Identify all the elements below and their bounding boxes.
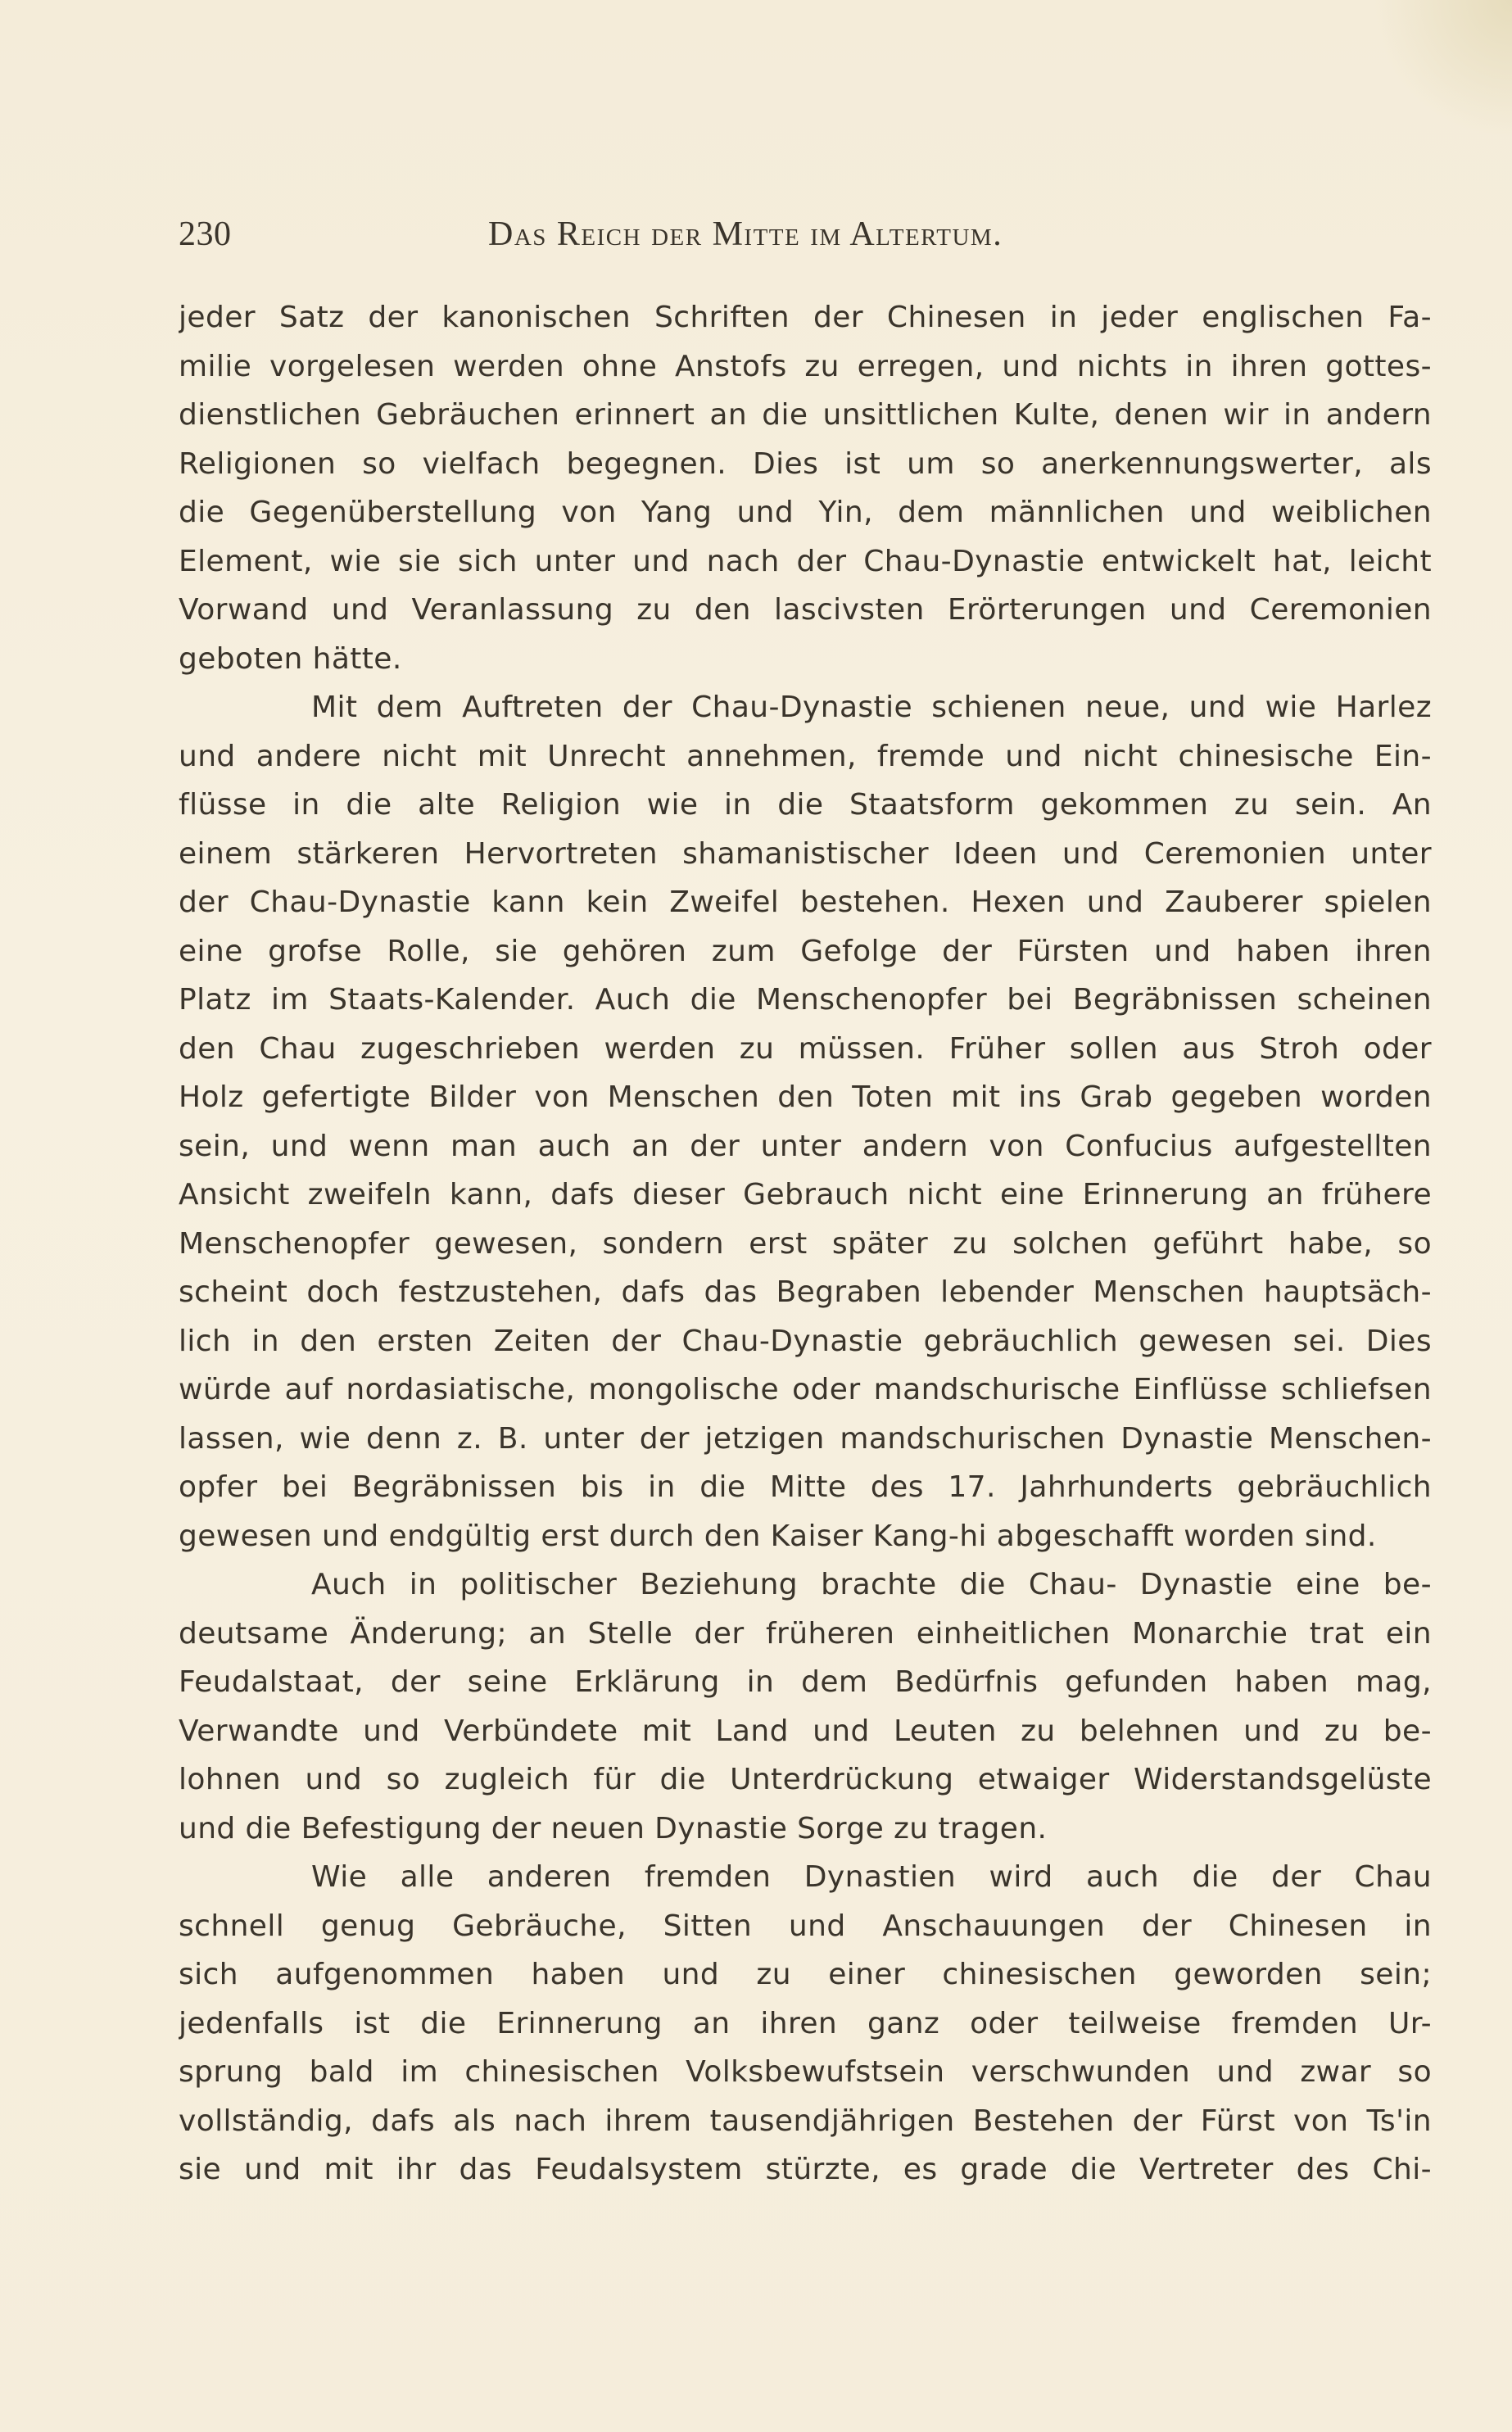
text-line: gewesen und endgültig erst durch den Kaiser Kang-hi abgeschafft worden sind. <box>179 1519 1377 1553</box>
text-line: und die Befestigung der neuen Dynastie Sorge zu tragen. <box>179 1811 1048 1846</box>
text-line: flüsse in die alte Religion wie in die Staatsform gekommen zu sein. An <box>179 788 1432 822</box>
header-title: Das Reich der Mitte im Altertum. <box>488 215 1003 253</box>
text-line: den Chau zugeschrieben werden zu müssen. Früher sollen aus Stroh oder <box>179 1031 1432 1066</box>
text-line: vollständig, dafs als nach ihrem tausendjährigen Bestehen der Fürst von Ts'in <box>179 2104 1432 2138</box>
text-line: deutsame Änderung; an Stelle der früheren einheitlichen Monarchie trat ein <box>179 1616 1432 1651</box>
text-line: lohnen und so zugleich für die Unterdrückung etwaiger Widerstandsgelüste <box>179 1763 1432 1796</box>
text-line: Ansicht zweifeln kann, dafs dieser Gebrauch nicht eine Erinnerung an frühere <box>179 1178 1432 1211</box>
text-line: lich in den ersten Zeiten der Chau-Dynastie gebräuchlich gewesen sei. Dies <box>179 1324 1432 1358</box>
text-line: sein, und wenn man auch an der unter andern von Confucius aufgestellten <box>179 1129 1432 1163</box>
text-line: lassen, wie denn z. B. unter der jetzigen mandschurischen Dynastie Menschen- <box>179 1421 1432 1456</box>
text-line: Menschenopfer gewesen, sondern erst später zu solchen geführt habe, so <box>179 1226 1432 1261</box>
text-line: Verwandte und Verbündete mit Land und Leuten zu belehnen und zu be- <box>179 1714 1432 1748</box>
text-line: eine grofse Rolle, sie gehören zum Gefolge der Fürsten und haben ihren <box>179 934 1432 968</box>
text-line: die Gegenüberstellung von Yang und Yin, dem männlichen und weiblichen <box>179 496 1432 529</box>
text-line: milie vorgelesen werden ohne Anstofs zu erregen, und nichts in ihren gottes- <box>179 349 1432 383</box>
text-line: Platz im Staats-Kalender. Auch die Menschenopfer bei Begräbnissen scheinen <box>179 983 1432 1017</box>
text-line: sich aufgenommen haben und zu einer chinesischen geworden sein; <box>179 1958 1432 1991</box>
text-line: sprung bald im chinesischen Volksbewufstsein verschwunden und zwar so <box>179 2055 1432 2089</box>
text-line: Element, wie sie sich unter und nach der Chau-Dynastie entwickelt hat, leicht <box>179 544 1432 578</box>
text-line: und andere nicht mit Unrecht annehmen, fremde und nicht chinesische Ein- <box>179 739 1432 773</box>
text-line: Mit dem Auftreten der Chau-Dynastie schienen neue, und wie Harlez <box>311 691 1432 724</box>
text-line: würde auf nordasiatische, mongolische oder mandschurische Einflüsse schliefsen <box>179 1373 1432 1406</box>
body-text <box>179 293 1432 2194</box>
text-line: jedenfalls ist die Erinnerung an ihren ganz oder teilweise fremden Ur- <box>179 2006 1432 2040</box>
text-line: einem stärkeren Hervortreten shamanistischer Ideen und Ceremonien unter <box>179 836 1432 871</box>
page-corner-stain <box>1373 0 1512 139</box>
text-line: Vorwand und Veranlassung zu den lascivsten Erörterungen und Ceremonien <box>179 593 1432 627</box>
text-line: geboten hätte. <box>179 641 402 676</box>
text-line: Wie alle anderen fremden Dynastien wird auch die der Chau <box>311 1860 1432 1894</box>
running-head <box>179 215 1220 264</box>
text-line: opfer bei Begräbnissen bis in die Mitte des 17. Jahrhunderts gebräuchlich <box>179 1470 1432 1504</box>
text-line: sie und mit ihr das Feudalsystem stürzte, es grade die Vertreter des Chi- <box>179 2153 1432 2186</box>
text-line: scheint doch festzustehen, dafs das Begraben lebender Menschen hauptsäch- <box>179 1275 1432 1309</box>
text-line: Holz gefertigte Bilder von Menschen den Toten mit ins Grab gegeben worden <box>179 1080 1432 1114</box>
text-line: Feudalstaat, der seine Erklärung in dem Bedürfnis gefunden haben mag, <box>179 1665 1432 1699</box>
text-line: der Chau-Dynastie kann kein Zweifel bestehen. Hexen und Zauberer spielen <box>179 885 1432 919</box>
text-line: schnell genug Gebräuche, Sitten und Anschauungen der Chinesen in <box>179 1909 1432 1943</box>
text-line: Auch in politischer Beziehung brachte die Chau- Dynastie eine be- <box>311 1568 1432 1601</box>
text-line: dienstlichen Gebräuchen erinnert an die unsittlichen Kulte, denen wir in andern <box>179 398 1432 432</box>
page-number: 230 <box>179 215 232 253</box>
text-line: jeder Satz der kanonischen Schriften der Chinesen in jeder englischen Fa- <box>179 301 1432 334</box>
text-line: Religionen so vielfach begegnen. Dies ist um so anerkennungswerter, als <box>179 446 1432 481</box>
